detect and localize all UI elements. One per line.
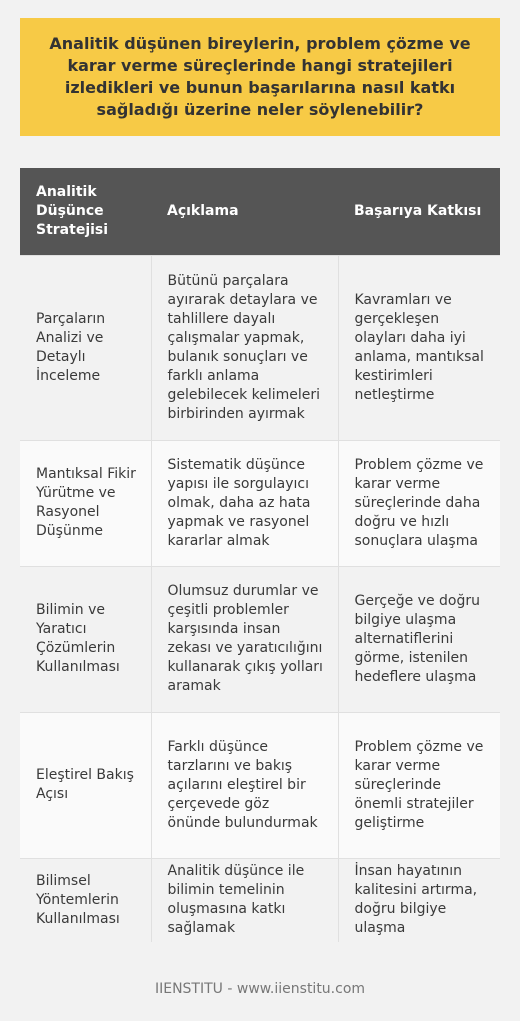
contribution-cell: Problem çözme ve karar verme süreçlerinde önemli stratejiler geliştirme — [338, 712, 500, 858]
header-contribution: Başarıya Katkısı — [354, 202, 482, 219]
question-text: Analitik düşünen bireylerin, problem çözme ve karar verme süreçlerinde hangi stratejileri izledikleri ve bunun başarılarına nasıl katkı sağladığı üzerine neler söylenebilir? — [49, 34, 471, 119]
strategy-cell: Mantıksal Fikir Yürütme ve Rasyonel Düşünme — [20, 440, 151, 566]
description-cell: Farklı düşünce tarzlarını ve bakış açılarını eleştirel bir çerçevede göz önünde bulundurmak — [151, 712, 338, 858]
contribution-cell: Problem çözme ve karar verme süreçlerinde daha doğru ve hızlı sonuçlara ulaşma — [338, 440, 500, 566]
header-description: Açıklama — [167, 202, 239, 219]
strategy-cell: Bilimsel Yöntemlerin Kullanılması — [20, 858, 151, 942]
description-cell: Analitik düşünce ile bilimin temelinin oluşmasına katkı sağlamak — [151, 858, 338, 942]
table-header-row — [20, 168, 500, 255]
footer-credit: IIENSTITU - www.iienstitu.com — [154, 981, 366, 997]
description-cell: Bütünü parçalara ayırarak detaylara ve tahlillere dayalı çalışmalar yapmak, bulanık sonuçları ve farklı anlama gelebilecek kelimeleri birbirinden ayırmak — [151, 255, 338, 440]
header-strategy: Analitik Düşünce Stratejisi — [36, 183, 109, 238]
contribution-cell: Gerçeğe ve doğru bilgiye ulaşma alternatiflerini görme, istenilen hedeflere ulaşma — [338, 566, 500, 712]
strategy-cell: Parçaların Analizi ve Detaylı İnceleme — [20, 255, 151, 440]
table-row — [20, 566, 500, 712]
contribution-cell: Kavramları ve gerçekleşen olayları daha iyi anlama, mantıksal kestirimleri netleştirme — [338, 255, 500, 440]
table-row — [20, 712, 500, 858]
strategy-cell: Eleştirel Bakış Açısı — [20, 712, 151, 858]
strategy-cell: Bilimin ve Yaratıcı Çözümlerin Kullanılması — [20, 566, 151, 712]
contribution-cell: İnsan hayatının kalitesini artırma, doğru bilgiye ulaşma — [338, 858, 500, 942]
table-row — [20, 858, 500, 942]
table-row — [20, 440, 500, 566]
table-row — [20, 255, 500, 440]
description-cell: Olumsuz durumlar ve çeşitli problemler karşısında insan zekası ve yaratıcılığını kullanarak çıkış yolları aramak — [151, 566, 338, 712]
question-box — [20, 18, 500, 136]
strategy-table — [20, 168, 500, 942]
description-cell: Sistematik düşünce yapısı ile sorgulayıcı olmak, daha az hata yapmak ve rasyonel kararlar almak — [151, 440, 338, 566]
